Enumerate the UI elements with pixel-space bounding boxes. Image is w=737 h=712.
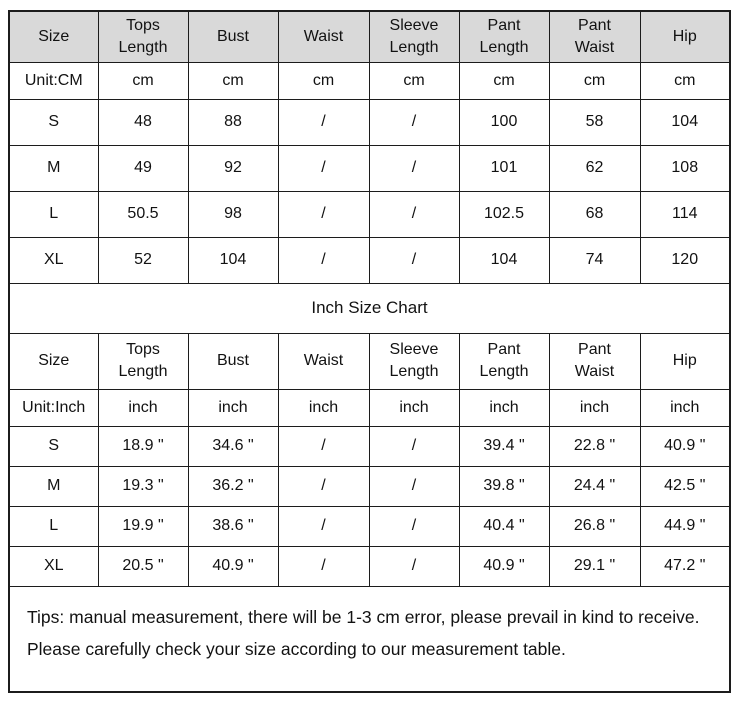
unit-label: Unit:Inch bbox=[9, 389, 98, 426]
table-cell: 48 bbox=[98, 99, 188, 145]
column-header: Hip bbox=[640, 333, 730, 389]
table-cell: 108 bbox=[640, 145, 730, 191]
table-cell: 19.9 " bbox=[98, 506, 188, 546]
unit-cell: cm bbox=[188, 62, 278, 99]
table-cell: 20.5 " bbox=[98, 546, 188, 586]
table-cell: 52 bbox=[98, 237, 188, 283]
table-row bbox=[9, 62, 730, 99]
table-cell: 58 bbox=[549, 99, 640, 145]
column-header: Pant Length bbox=[459, 11, 549, 62]
table-cell: / bbox=[278, 506, 369, 546]
size-label: L bbox=[9, 506, 98, 546]
table-cell: 39.4 " bbox=[459, 426, 549, 466]
size-label: S bbox=[9, 99, 98, 145]
table-row bbox=[9, 237, 730, 283]
column-header: Size bbox=[9, 333, 98, 389]
column-header: Size bbox=[9, 11, 98, 62]
column-header: Bust bbox=[188, 11, 278, 62]
table-cell: 19.3 " bbox=[98, 466, 188, 506]
table-cell: / bbox=[369, 99, 459, 145]
table-cell: / bbox=[369, 237, 459, 283]
table-cell: 40.9 " bbox=[640, 426, 730, 466]
unit-cell: cm bbox=[98, 62, 188, 99]
unit-cell: inch bbox=[549, 389, 640, 426]
table-cell: 34.6 " bbox=[188, 426, 278, 466]
unit-cell: inch bbox=[188, 389, 278, 426]
table-row bbox=[9, 466, 730, 506]
table-row bbox=[9, 11, 730, 62]
column-header: Waist bbox=[278, 11, 369, 62]
table-cell: / bbox=[369, 506, 459, 546]
table-cell: 29.1 " bbox=[549, 546, 640, 586]
table-cell: 40.9 " bbox=[459, 546, 549, 586]
tips-cell bbox=[9, 586, 730, 692]
table-cell: 39.8 " bbox=[459, 466, 549, 506]
column-header: Tops Length bbox=[98, 11, 188, 62]
table-cell: 49 bbox=[98, 145, 188, 191]
table-row bbox=[9, 586, 730, 692]
size-label: M bbox=[9, 466, 98, 506]
table-cell: / bbox=[369, 546, 459, 586]
table-cell: 68 bbox=[549, 191, 640, 237]
table-cell: 26.8 " bbox=[549, 506, 640, 546]
table-cell: 104 bbox=[459, 237, 549, 283]
column-header: Pant Waist bbox=[549, 11, 640, 62]
unit-cell: inch bbox=[369, 389, 459, 426]
table-row bbox=[9, 283, 730, 333]
column-header: Bust bbox=[188, 333, 278, 389]
column-header: Sleeve Length bbox=[369, 11, 459, 62]
table-cell: 102.5 bbox=[459, 191, 549, 237]
table-cell: 36.2 " bbox=[188, 466, 278, 506]
table-cell: 40.9 " bbox=[188, 546, 278, 586]
tips-text-line: Tips: manual measurement, there will be 1-3 cm error, please prevail in kind to receive. bbox=[27, 606, 700, 627]
table-cell: 100 bbox=[459, 99, 549, 145]
column-header: Hip bbox=[640, 11, 730, 62]
table-cell: 18.9 " bbox=[98, 426, 188, 466]
table-cell: 38.6 " bbox=[188, 506, 278, 546]
table-cell: 47.2 " bbox=[640, 546, 730, 586]
table-cell: 104 bbox=[188, 237, 278, 283]
unit-label: Unit:CM bbox=[9, 62, 98, 99]
column-header: Waist bbox=[278, 333, 369, 389]
table-row bbox=[9, 145, 730, 191]
size-label: S bbox=[9, 426, 98, 466]
unit-cell: inch bbox=[278, 389, 369, 426]
inch-chart-title: Inch Size Chart bbox=[9, 283, 730, 333]
table-cell: / bbox=[278, 426, 369, 466]
table-cell: 101 bbox=[459, 145, 549, 191]
table-cell: / bbox=[278, 466, 369, 506]
table-cell: 98 bbox=[188, 191, 278, 237]
table-row bbox=[9, 191, 730, 237]
column-header: Pant Waist bbox=[549, 333, 640, 389]
unit-cell: inch bbox=[98, 389, 188, 426]
table-cell: 22.8 " bbox=[549, 426, 640, 466]
tips-text-line: Please carefully check your size according to our measurement table. bbox=[27, 638, 566, 659]
table-cell: / bbox=[369, 426, 459, 466]
table-cell: 120 bbox=[640, 237, 730, 283]
table-cell: 44.9 " bbox=[640, 506, 730, 546]
table-cell: / bbox=[278, 237, 369, 283]
unit-cell: cm bbox=[278, 62, 369, 99]
size-label: XL bbox=[9, 546, 98, 586]
table-cell: / bbox=[369, 466, 459, 506]
table-cell: / bbox=[369, 145, 459, 191]
size-label: M bbox=[9, 145, 98, 191]
size-label: XL bbox=[9, 237, 98, 283]
column-header: Tops Length bbox=[98, 333, 188, 389]
column-header: Sleeve Length bbox=[369, 333, 459, 389]
table-cell: / bbox=[278, 99, 369, 145]
unit-cell: cm bbox=[549, 62, 640, 99]
table-row bbox=[9, 506, 730, 546]
table-cell: 104 bbox=[640, 99, 730, 145]
unit-cell: inch bbox=[640, 389, 730, 426]
unit-cell: cm bbox=[640, 62, 730, 99]
table-cell: / bbox=[278, 546, 369, 586]
table-row bbox=[9, 389, 730, 426]
table-row bbox=[9, 99, 730, 145]
unit-cell: inch bbox=[459, 389, 549, 426]
size-label: L bbox=[9, 191, 98, 237]
size-chart-table bbox=[8, 10, 731, 693]
table-cell: 114 bbox=[640, 191, 730, 237]
table-cell: 62 bbox=[549, 145, 640, 191]
table-cell: / bbox=[369, 191, 459, 237]
table-cell: 50.5 bbox=[98, 191, 188, 237]
table-row bbox=[9, 426, 730, 466]
table-cell: 74 bbox=[549, 237, 640, 283]
unit-cell: cm bbox=[459, 62, 549, 99]
unit-cell: cm bbox=[369, 62, 459, 99]
table-cell: 42.5 " bbox=[640, 466, 730, 506]
column-header: Pant Length bbox=[459, 333, 549, 389]
table-cell: 92 bbox=[188, 145, 278, 191]
table-row bbox=[9, 546, 730, 586]
table-cell: / bbox=[278, 145, 369, 191]
table-cell: 24.4 " bbox=[549, 466, 640, 506]
table-cell: / bbox=[278, 191, 369, 237]
size-chart-body bbox=[9, 11, 730, 692]
table-cell: 88 bbox=[188, 99, 278, 145]
table-row bbox=[9, 333, 730, 389]
table-cell: 40.4 " bbox=[459, 506, 549, 546]
